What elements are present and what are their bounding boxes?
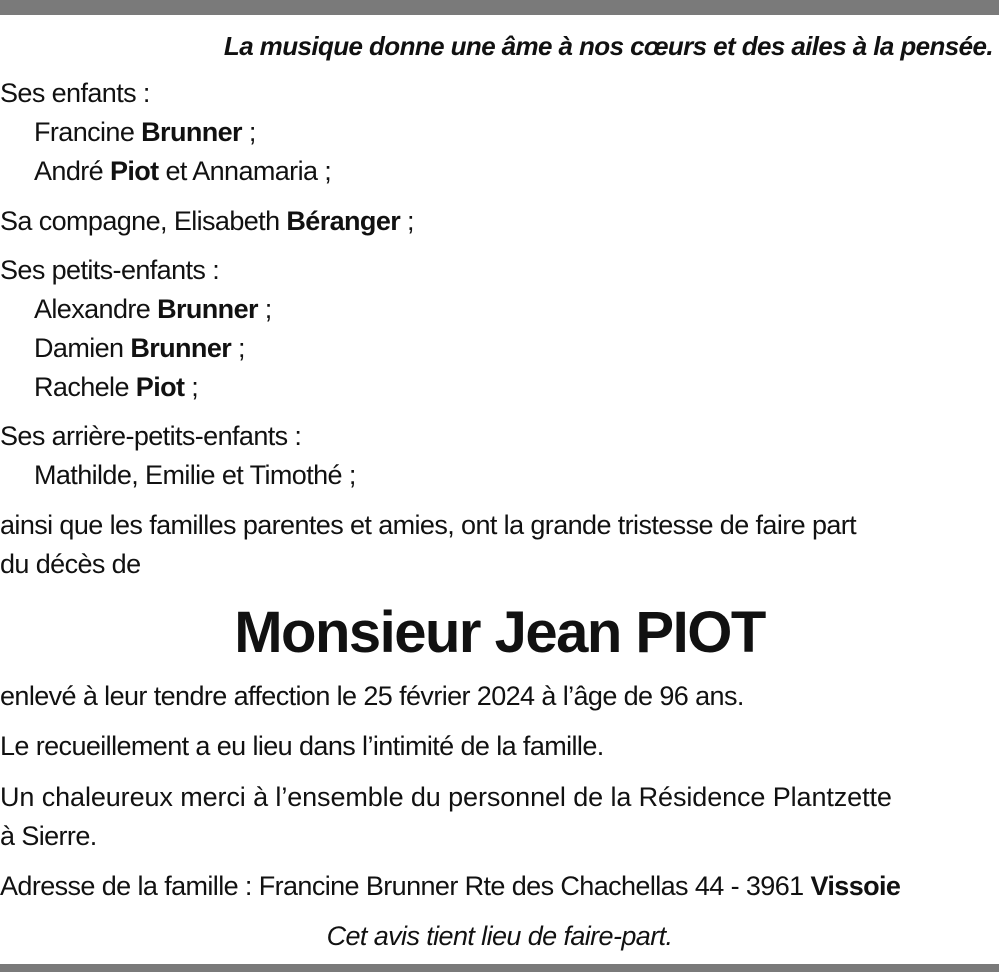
deceased-name: Monsieur Jean PIOT: [234, 600, 765, 665]
children-heading: Ses enfants :: [0, 78, 150, 108]
companion-prefix: Sa compagne, Elisabeth: [0, 206, 287, 236]
announcement-line: ainsi que les familles parentes et amies, ont la grande tristesse de faire part: [0, 510, 857, 540]
child-suffix: et Annamaria ;: [158, 156, 332, 186]
grandchild-first-name: Alexandre: [34, 294, 151, 324]
footer-note: Cet avis tient lieu de faire-part.: [326, 921, 673, 951]
grandchild-last-name: Brunner: [157, 294, 258, 324]
companion-line: [0, 205, 414, 237]
great-grandchildren-names: Mathilde, Emilie et Timothé ;: [34, 460, 356, 490]
grandchild-first-name: Rachele: [34, 372, 129, 402]
companion-last-name: Béranger: [286, 206, 401, 236]
thanks-line: à Sierre.: [0, 821, 97, 851]
child-last-name: Piot: [109, 156, 159, 186]
child-first-name: André: [34, 156, 104, 186]
address-text: Adresse de la famille : Francine Brunner Rte des Chachellas 44 - 3961: [0, 871, 811, 901]
bottom-rule: [0, 964, 999, 972]
grandchild-last-name: Piot: [135, 372, 185, 402]
child-entry: [34, 155, 331, 187]
child-last-name: Brunner: [141, 117, 242, 147]
ceremony-notice: Le recueillement a eu lieu dans l’intimité de la famille.: [0, 731, 604, 761]
grandchild-first-name: Damien: [34, 333, 124, 363]
thanks-line: Un chaleureux merci à l’ensemble du personnel de la Résidence Plantzette: [0, 782, 892, 812]
family-address: [0, 870, 900, 902]
great-grandchildren-heading: Ses arrière-petits-enfants :: [0, 421, 302, 451]
child-entry: [34, 116, 256, 148]
grandchild-suffix: ;: [184, 372, 199, 402]
grandchildren-heading: Ses petits-enfants :: [0, 255, 220, 285]
grandchild-suffix: ;: [231, 333, 245, 363]
companion-suffix: ;: [400, 206, 414, 236]
announcement-line: du décès de: [0, 549, 141, 579]
motto-quote: La musique donne une âme à nos cœurs et des ailes à la pensée.: [223, 31, 993, 61]
child-first-name: Francine: [34, 117, 135, 147]
child-suffix: ;: [241, 117, 256, 147]
grandchild-entry: [34, 332, 245, 364]
grandchild-last-name: Brunner: [130, 333, 232, 363]
passing-notice: enlevé à leur tendre affection le 25 février 2024 à l’âge de 96 ans.: [0, 681, 744, 711]
address-town: Vissoie: [810, 871, 901, 901]
grandchild-entry: [34, 371, 198, 403]
top-rule: [0, 0, 999, 15]
grandchild-entry: [34, 293, 272, 325]
grandchild-suffix: ;: [257, 294, 272, 324]
